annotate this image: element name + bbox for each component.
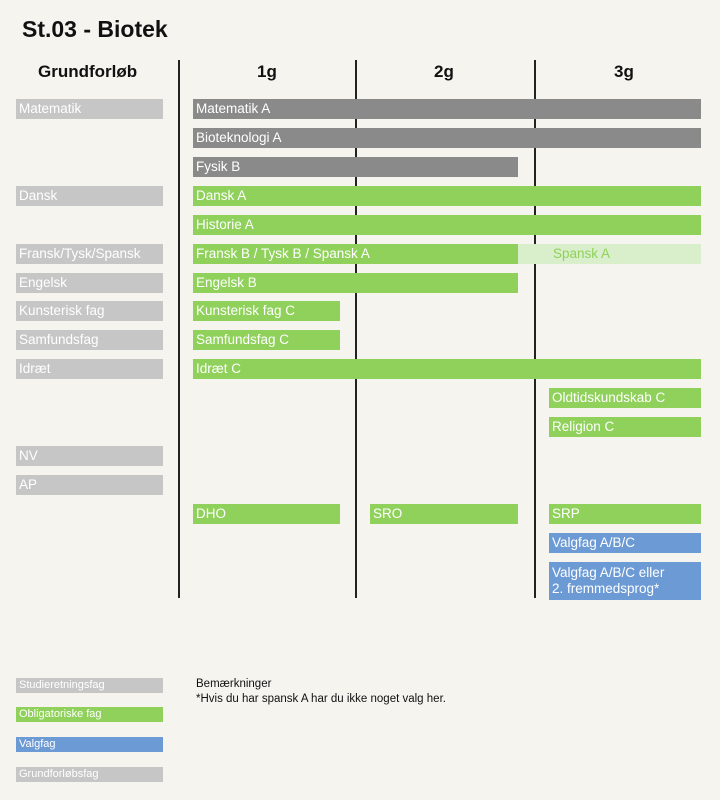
subject-dho: DHO xyxy=(193,504,340,524)
subject-samfundsfag-c: Samfundsfag C xyxy=(193,330,340,350)
grundforlob-ap: AP xyxy=(16,475,163,495)
subject-sro: SRO xyxy=(370,504,518,524)
header-3g: 3g xyxy=(614,62,634,81)
subject-matematik-a: Matematik A xyxy=(193,99,701,119)
header-2g: 2g xyxy=(434,62,454,81)
legend-grundforlobsfag: Grundforløbsfag xyxy=(16,767,163,782)
grundforlob-nv: NV xyxy=(16,446,163,466)
subject-spansk-a: Spansk A xyxy=(518,244,701,264)
subject-engelsk-b: Engelsk B xyxy=(193,273,518,293)
grundforlob-dansk: Dansk xyxy=(16,186,163,206)
subject-oldtidskundskab-c: Oldtidskundskab C xyxy=(549,388,701,408)
divider-grundforlob xyxy=(178,60,180,598)
grundforlob-kunst: Kunsterisk fag xyxy=(16,301,163,321)
header-1g: 1g xyxy=(257,62,277,81)
page-title: St.03 - Biotek xyxy=(22,16,168,42)
subject-valgfag-eller xyxy=(549,562,701,600)
subject-kunsterisk-fag-c: Kunsterisk fag C xyxy=(193,301,340,321)
subject-fysik-b: Fysik B xyxy=(193,157,518,177)
legend-valgfag: Valgfag xyxy=(16,737,163,752)
header-grundforlob: Grundforløb xyxy=(38,62,138,81)
valgfag-eller-line2: 2. fremmedsprog* xyxy=(552,581,660,596)
subject-fransk-tysk-spansk: Fransk B / Tysk B / Spansk A xyxy=(193,244,518,264)
grundforlob-samfund: Samfundsfag xyxy=(16,330,163,350)
subject-dansk-a: Dansk A xyxy=(193,186,701,206)
grundforlob-idraet: Idræt xyxy=(16,359,163,379)
legend-studieretningsfag: Studieretningsfag xyxy=(16,678,163,693)
grundforlob-engelsk: Engelsk xyxy=(16,273,163,293)
subject-historie-a: Historie A xyxy=(193,215,701,235)
subject-idraet-c: Idræt C xyxy=(193,359,701,379)
valgfag-eller-line1: Valgfag A/B/C eller xyxy=(552,565,665,580)
subject-srp: SRP xyxy=(549,504,701,524)
subject-valgfag: Valgfag A/B/C xyxy=(549,533,701,553)
legend-obligatoriske-fag: Obligatoriske fag xyxy=(16,707,163,722)
notes-text: *Hvis du har spansk A har du ikke noget valg her. xyxy=(196,693,446,705)
subject-bioteknologi-a: Bioteknologi A xyxy=(193,128,701,148)
subject-religion-c: Religion C xyxy=(549,417,701,437)
grundforlob-sprog: Fransk/Tysk/Spansk xyxy=(16,244,163,264)
grundforlob-matematik: Matematik xyxy=(16,99,163,119)
notes-heading: Bemærkninger xyxy=(196,678,272,690)
